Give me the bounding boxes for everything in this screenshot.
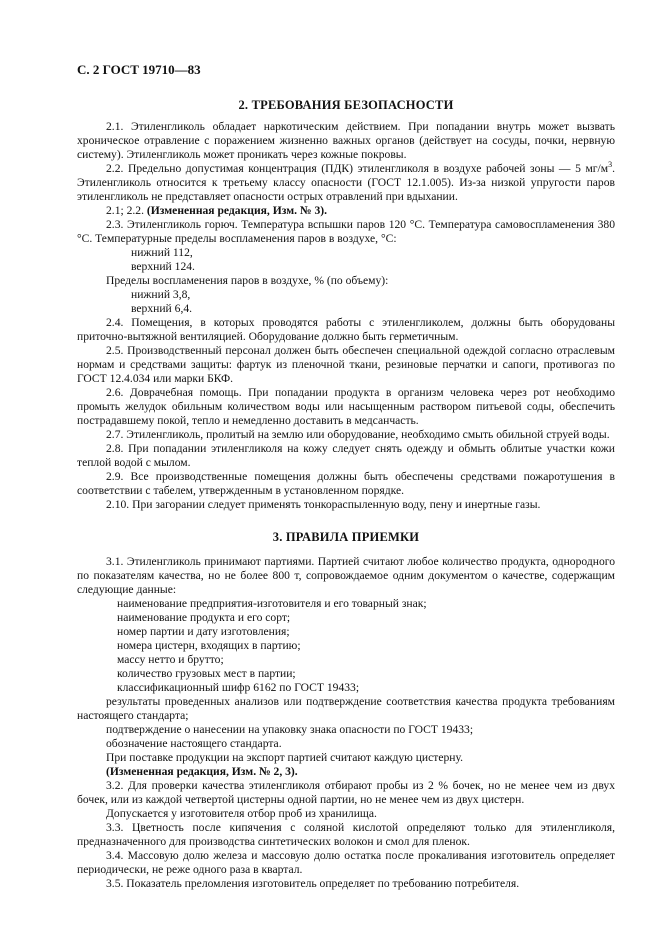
superscript-3: 3 [608,160,613,170]
temp-upper-limit: верхний 124. [131,260,195,273]
paragraph-2-2-part-b: . Этиленгликоль относится к третьему классу опасности (ГОСТ 12.1.005). Из-за низкой упругости паров этиленгликоль не представляет опасности острых отравлений при вдыхании. [77,162,615,203]
paragraph-2-6: 2.6. Доврачебная помощь. При попадании продукта в организм человека через рот необходимо промыть желудок обильным количеством воды или насыщенным раствором питьевой соды, обеспечить пострадавшему покой, тепло и немедленно доставить в медсанчасть. [77,386,615,427]
list-item: номера цистерн, входящих в партию; [117,639,301,652]
section-3-title: 3. ПРАВИЛА ПРИЕМКИ [272,530,420,544]
paragraph-2-9: 2.9. Все производственные помещения должны быть обеспечены средствами пожаротушения в соответствии с табелем, утвержденным в установленном порядке. [77,470,615,497]
amendment-text: (Измененная редакция, Изм. № 3). [146,204,327,217]
list-item: массу нетто и брутто; [117,653,224,666]
list-item-results: результаты проведенных анализов или подтверждение соответствия качества продукта требованиям настоящего стандарта; [77,695,615,722]
paragraph-3-2: 3.2. Для проверки качества этиленгликоля отбирают пробы из 2 % бочек, но не менее чем из двух бочек, или из каждой четвертой цистерны одной партии, но не менее чем из двух цистерн. [77,779,615,806]
paragraph-2-2-part-a: 2.2. Предельно допустимая концентрация (ПДК) этиленгликоля в воздухе рабочей зоны — 5 мг/м [106,162,609,175]
paragraph-3-4: 3.4. Массовую долю железа и массовую долю остатка после прокаливания изготовитель определяет периодически, не реже одного раза в квартал. [77,849,615,876]
export-note: При поставке продукции на экспорт партией считают каждую цистерну. [106,751,464,764]
paragraph-2-4: 2.4. Помещения, в которых проводятся работы с этиленгликолем, должны быть оборудованы приточно-вытяжной вентиляцией. Оборудование должно быть герметичным. [77,316,615,343]
paragraph-2-1: 2.1. Этиленгликоль обладает наркотическим действием. При попадании внутрь может вызвать хроническое отравление с поражением жизненно важных органов (действует на сосуды, почки, нервную систему). Этиленгликоль может проникать через кожные покровы. [77,120,615,161]
paragraph-2-10: 2.10. При загорании следует применять тонкораспыленную воду, пену и инертные газы. [106,498,541,511]
paragraph-2-5: 2.5. Производственный персонал должен быть обеспечен специальной одеждой согласно отраслевым нормам и средствами защиты: фартук из пленочной ткани, резиновые перчатки и сапоги, противогаз по ГОСТ 12.4.034 или марки БКФ. [77,344,615,385]
amendment-note-2-1 [77,204,615,218]
temp-lower-limit: нижний 112, [131,246,193,259]
paragraph-3-1: 3.1. Этиленгликоль принимают партиями. Партией считают любое количество продукта, однородного по показателям качества, но не более 800 т, сопровождаемое одним документом о качестве, содержащим следующие данные: [77,555,615,596]
paragraph-3-3: 3.3. Цветность после кипячения с соляной кислотой определяют только для этиленгликоля, предназначенного для производства синтетических волокон и смол для пленок. [77,821,615,848]
list-item: количество грузовых мест в партии; [117,667,296,680]
section-2-title: 2. ТРЕБОВАНИЯ БЕЗОПАСНОСТИ [238,98,454,112]
limits-intro: Пределы воспламенения паров в воздухе, % (по объему): [106,274,389,287]
amendment-ref: 2.1; 2.2. [106,204,147,217]
vol-lower-limit: нижний 3,8, [131,288,191,301]
paragraph-2-3: 2.3. Этиленгликоль горюч. Температура вспышки паров 120 °С. Температура самовоспламенения 380 °С. Температурные пределы воспламенения паров в воздухе, °С: [77,218,615,245]
paragraph-3-5: 3.5. Показатель преломления изготовитель определяет по требованию потребителя. [106,877,520,890]
list-item: наименование продукта и его сорт; [117,611,291,624]
list-item: классификационный шифр 6162 по ГОСТ 19433; [117,681,360,694]
amendment-note-3-1: (Измененная редакция, Изм. № 2, 3). [106,765,298,778]
paragraph-2-2 [77,162,615,204]
list-item-designation: обозначение настоящего стандарта. [106,737,282,750]
vol-upper-limit: верхний 6,4. [131,302,193,315]
list-item: наименование предприятия-изготовителя и его товарный знак; [117,597,427,610]
paragraph-2-8: 2.8. При попадании этиленгликоля на кожу следует снять одежду и обмыть облитые участки кожи теплой водой с мылом. [77,442,615,469]
list-item-confirm: подтверждение о нанесении на упаковку знака опасности по ГОСТ 19433; [106,723,474,736]
paragraph-3-2-note: Допускается у изготовителя отбор проб из хранилища. [106,807,377,820]
paragraph-2-7: 2.7. Этиленгликоль, пролитый на землю или оборудование, необходимо смыть обильной струей воды. [106,428,610,441]
page-header: С. 2 ГОСТ 19710—83 [77,62,201,77]
list-item: номер партии и дату изготовления; [117,625,290,638]
